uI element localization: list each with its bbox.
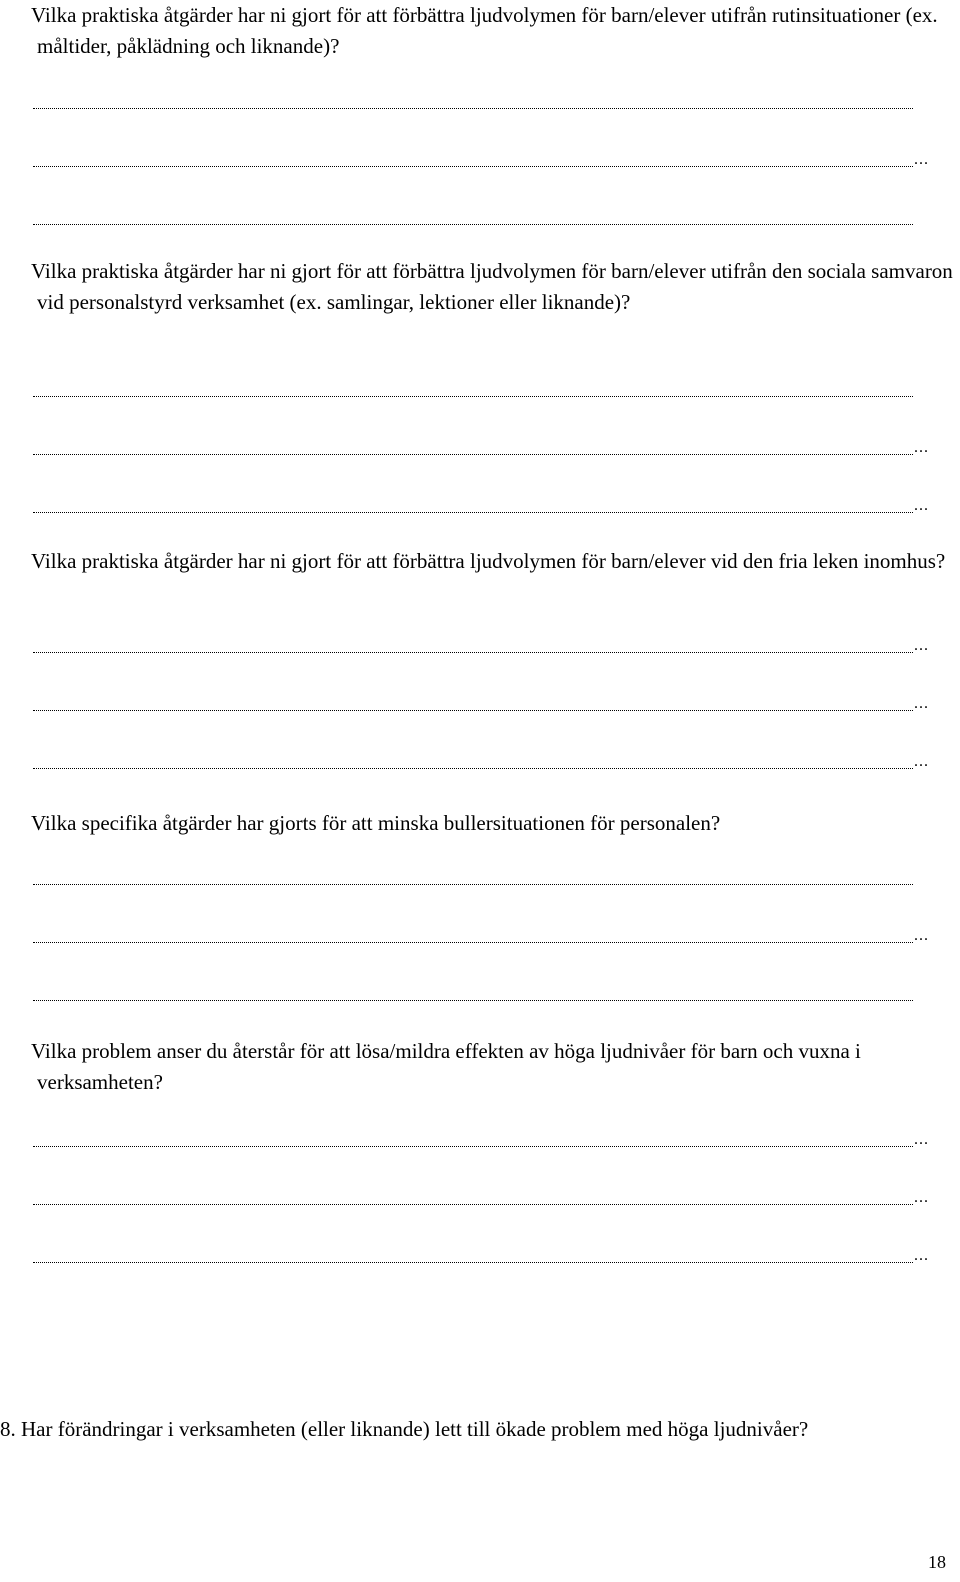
question-number — [4, 808, 31, 839]
question-text: Vilka praktiska åtgärder har ni gjort för att förbättra ljudvolymen för barn/elever utifrån den sociala samvaron vid personalstyrd verksamhet (ex. samlingar, lektioner eller liknande)? — [31, 259, 953, 314]
answer-line[interactable]: ... — [33, 494, 929, 518]
question-number — [4, 1036, 31, 1067]
answer-line[interactable]: ... — [33, 436, 929, 460]
question-text: Har förändringar i verksamheten (eller liknande) lett till ökade problem med höga ljudnivåer? — [21, 1417, 809, 1441]
question-8 — [0, 1414, 880, 1445]
answer-line[interactable] — [33, 378, 929, 402]
answer-line[interactable]: ... — [33, 924, 929, 948]
answer-line[interactable] — [33, 866, 929, 890]
answer-line[interactable]: ... — [33, 1186, 929, 1210]
question-number — [4, 0, 31, 31]
question-text: Vilka praktiska åtgärder har ni gjort för att förbättra ljudvolymen för barn/elever utifrån rutinsituationer (ex. måltider, påklädning och liknande)? — [31, 3, 938, 58]
question-6 — [4, 808, 957, 839]
question-number — [4, 256, 31, 287]
answer-line[interactable]: ... — [33, 148, 929, 172]
answer-line[interactable]: ... — [33, 692, 929, 716]
question-4 — [4, 256, 957, 318]
question-7 — [4, 1036, 957, 1098]
question-3 — [4, 0, 947, 62]
answer-line[interactable]: ... — [33, 1128, 929, 1152]
answer-line[interactable]: ... — [33, 634, 929, 658]
question-text: Vilka praktiska åtgärder har ni gjort för att förbättra ljudvolymen för barn/elever vid den fria leken inomhus? — [31, 549, 946, 573]
question-number — [4, 546, 31, 577]
question-text: Vilka specifika åtgärder har gjorts för att minska bullersituationen för personalen? — [31, 811, 721, 835]
answer-line[interactable]: ... — [33, 750, 929, 774]
answer-line[interactable] — [33, 90, 929, 114]
question-5 — [4, 546, 957, 577]
question-number: 8. — [0, 1417, 16, 1441]
question-text: Vilka problem anser du återstår för att lösa/mildra effekten av höga ljudnivåer för barn och vuxna i verksamheten? — [31, 1039, 861, 1094]
answer-line[interactable] — [33, 206, 929, 230]
answer-line[interactable] — [33, 982, 929, 1006]
page-number: 18 — [928, 1552, 946, 1572]
answer-line[interactable]: ... — [33, 1244, 929, 1268]
